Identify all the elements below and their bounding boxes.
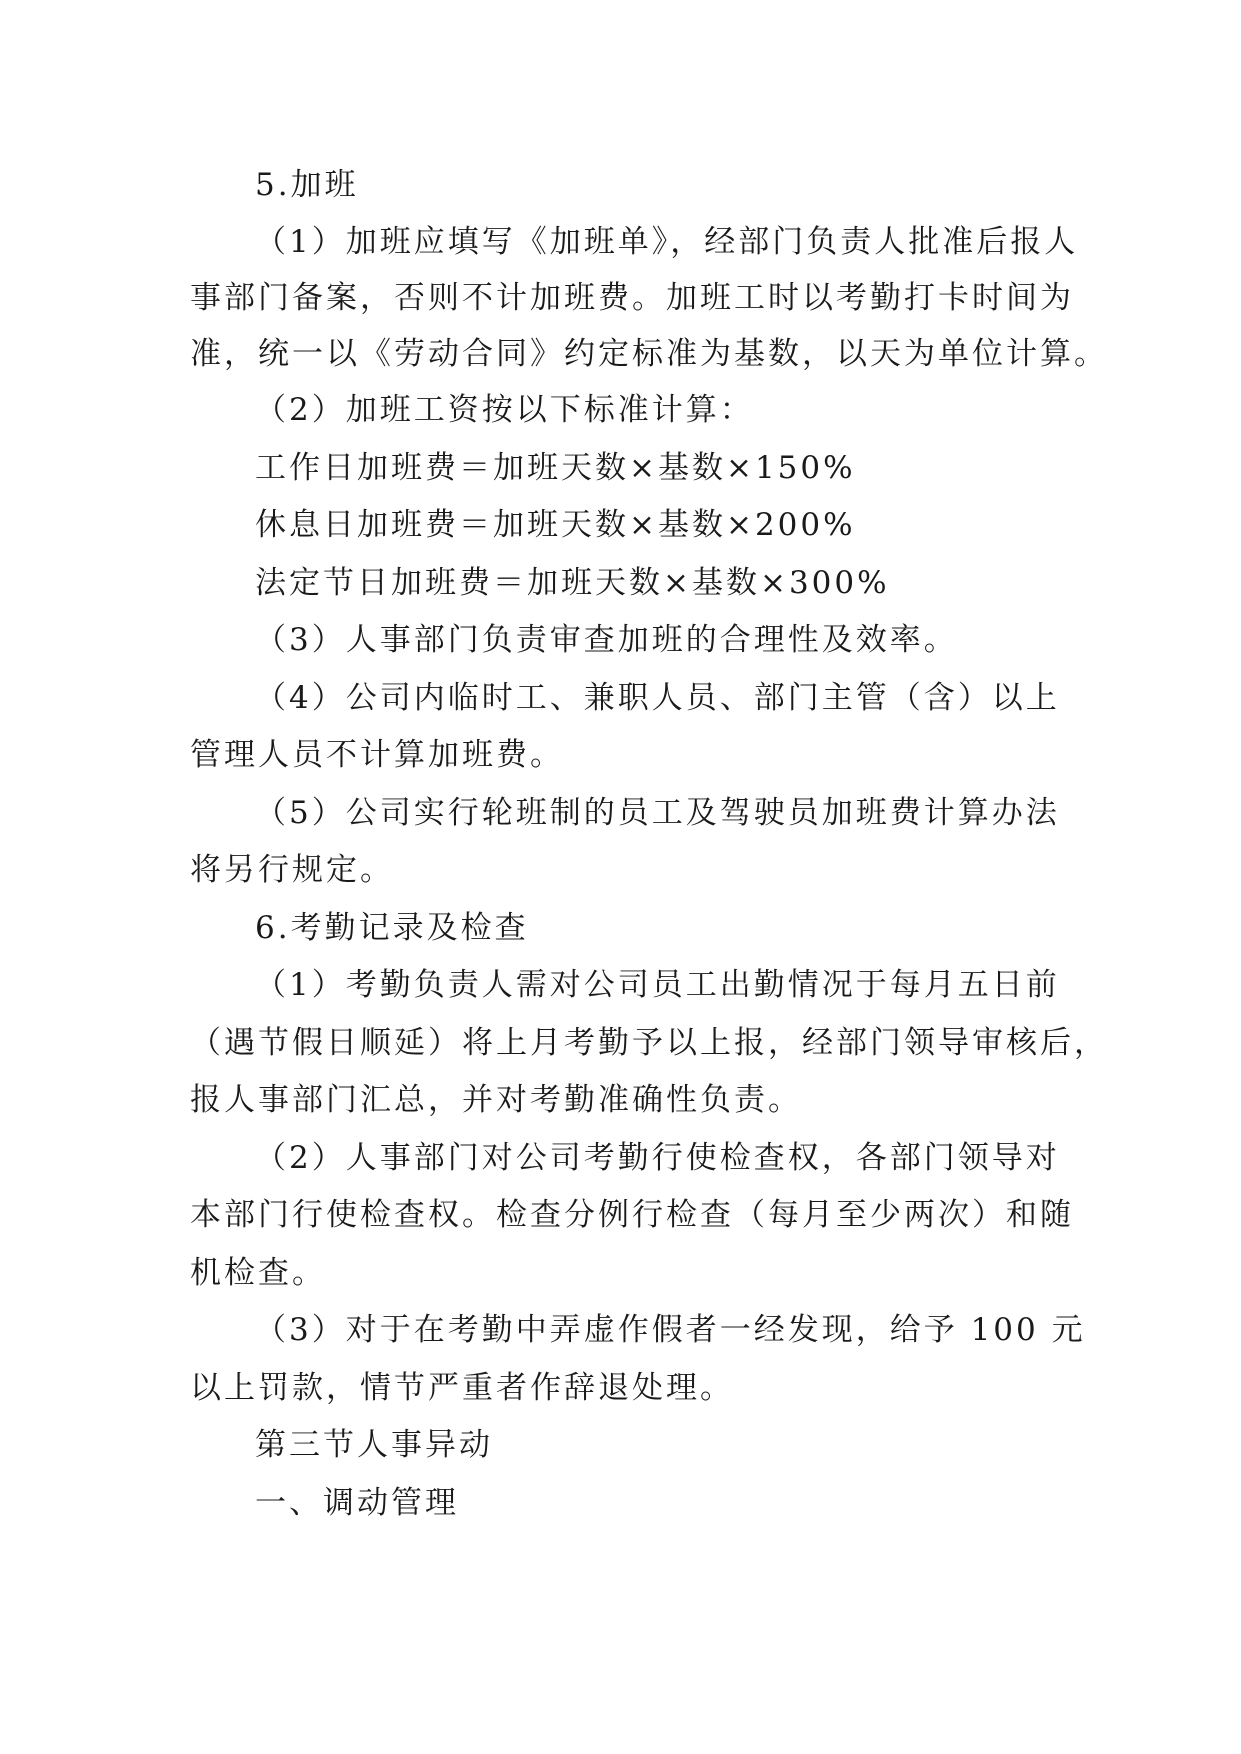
paragraph-line: 机检查。: [190, 1255, 326, 1291]
section-heading-attendance: 6.考勤记录及检查: [255, 910, 529, 946]
paragraph-line: （1）考勤负责人需对公司员工出勤情况于每月五日前: [255, 967, 1060, 1003]
paragraph-line: 本部门行使检查权。检查分例行检查（每月至少两次）和随: [190, 1197, 1074, 1233]
paragraph-line: （2）加班工资按以下标准计算：: [255, 392, 754, 428]
paragraph-line: （3）人事部门负责审查加班的合理性及效率。: [255, 622, 958, 658]
paragraph-line: （遇节假日顺延）将上月考勤予以上报，经部门领导审核后，: [190, 1025, 1108, 1061]
paragraph-line: 事部门备案，否则不计加班费。加班工时以考勤打卡时间为: [190, 280, 1074, 316]
paragraph-line: （3）对于在考勤中弄虚作假者一经发现，给予 100 元: [255, 1312, 1086, 1348]
paragraph-line: （5）公司实行轮班制的员工及驾驶员加班费计算办法: [255, 795, 1060, 831]
paragraph-line: 以上罚款，情节严重者作辞退处理。: [190, 1370, 734, 1406]
section-heading-overtime: 5.加班: [255, 167, 359, 203]
paragraph-line: 报人事部门汇总，并对考勤准确性负责。: [190, 1082, 802, 1118]
subsection-title: 一、调动管理: [255, 1485, 459, 1521]
formula-holiday: 法定节日加班费＝加班天数×基数×300%: [255, 565, 890, 601]
formula-restday: 休息日加班费＝加班天数×基数×200%: [255, 507, 856, 543]
paragraph-line: （4）公司内临时工、兼职人员、部门主管（含）以上: [255, 680, 1060, 716]
paragraph-line: 准，统一以《劳动合同》约定标准为基数，以天为单位计算。: [190, 336, 1108, 372]
paragraph-line: （1）加班应填写《加班单》，经部门负责人批准后报人: [255, 224, 1079, 260]
paragraph-line: （2）人事部门对公司考勤行使检查权，各部门领导对: [255, 1140, 1060, 1176]
formula-workday: 工作日加班费＝加班天数×基数×150%: [255, 450, 856, 486]
paragraph-line: 将另行规定。: [190, 852, 394, 888]
paragraph-line: 管理人员不计算加班费。: [190, 737, 564, 773]
section-title: 第三节人事异动: [255, 1427, 493, 1463]
